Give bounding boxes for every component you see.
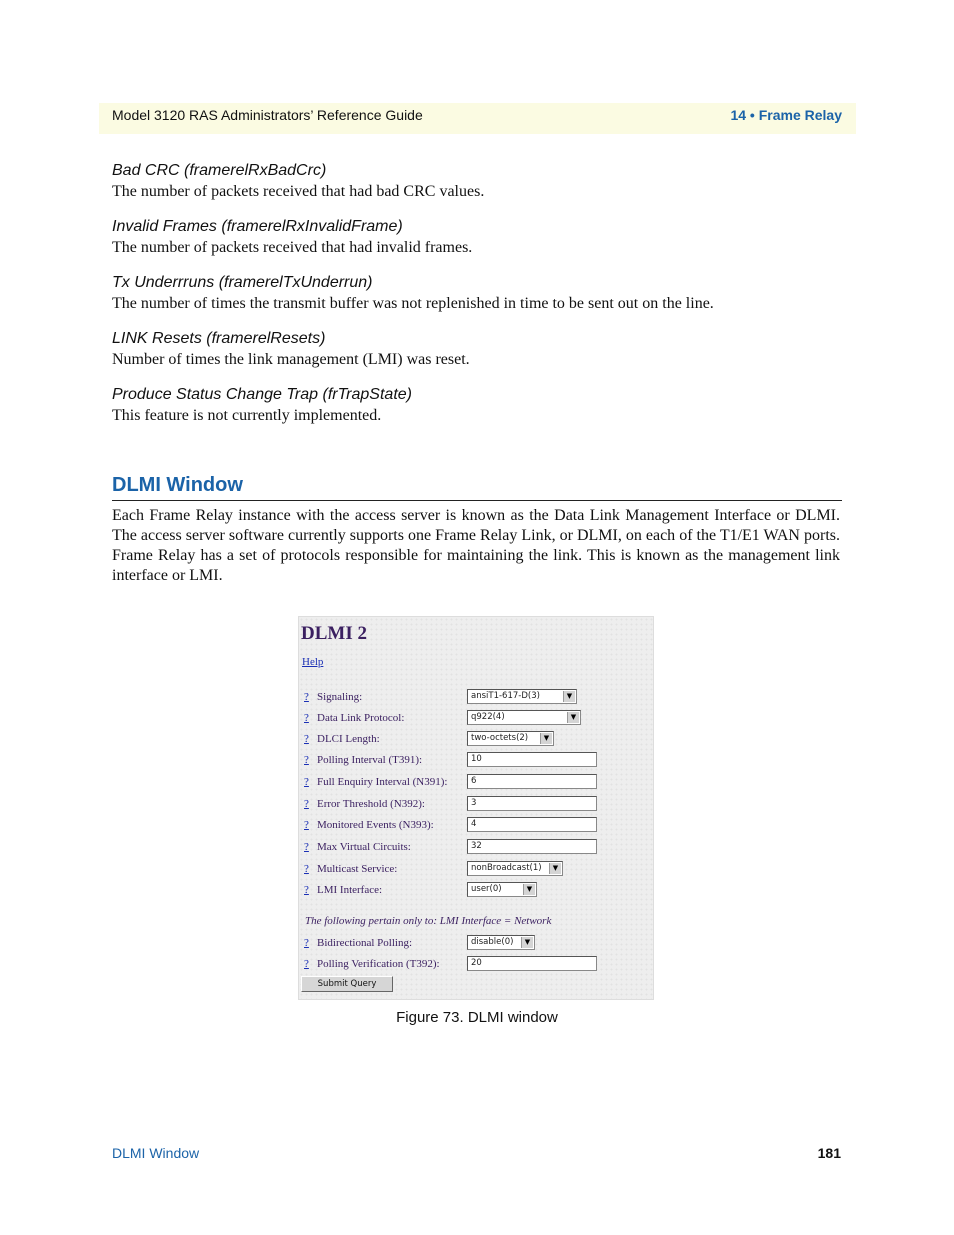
item-status-trap xyxy=(112,384,842,426)
help-question-link[interactable]: ? xyxy=(304,798,309,810)
bidirectional-polling-select[interactable] xyxy=(467,935,535,950)
help-question-link[interactable]: ? xyxy=(304,776,309,788)
field-row-lmi-interface xyxy=(304,882,649,902)
header-chapter: 14 • Frame Relay xyxy=(730,107,842,123)
field-row-polling-verification xyxy=(304,956,649,976)
help-question-link[interactable]: ? xyxy=(304,712,309,724)
field-row-polling-interval xyxy=(304,752,649,772)
max-virtual-circuits-input[interactable]: 32 xyxy=(467,839,597,854)
help-question-link[interactable]: ? xyxy=(304,937,309,949)
multicast-service-select[interactable] xyxy=(467,861,563,876)
item-desc: Number of times the link management (LMI) was reset. xyxy=(112,351,470,368)
field-row-bidirectional-polling xyxy=(304,935,649,955)
select-value: disable(0) xyxy=(471,937,514,947)
select-value: q922(4) xyxy=(471,712,505,722)
help-question-link[interactable]: ? xyxy=(304,819,309,831)
help-link[interactable]: Help xyxy=(302,656,324,668)
field-row-dlci-length xyxy=(304,731,649,751)
chevron-down-icon: ▼ xyxy=(540,733,552,744)
select-value: nonBroadcast(1) xyxy=(471,863,542,873)
network-only-note: The following pertain only to: LMI Interface = Network xyxy=(305,915,552,927)
field-label: Full Enquiry Interval (N391): xyxy=(317,776,448,788)
chevron-down-icon: ▼ xyxy=(521,937,533,948)
field-label: Multicast Service: xyxy=(317,863,398,875)
monitored-events-input[interactable]: 4 xyxy=(467,817,597,832)
signaling-select[interactable] xyxy=(467,689,577,704)
item-title: Produce Status Change Trap (frTrapState) xyxy=(112,386,412,403)
field-label: Max Virtual Circuits: xyxy=(317,841,411,853)
dlci-length-select[interactable] xyxy=(467,731,554,746)
chevron-down-icon: ▼ xyxy=(567,712,579,723)
chevron-down-icon: ▼ xyxy=(523,884,535,895)
error-threshold-input[interactable]: 3 xyxy=(467,796,597,811)
item-list xyxy=(112,160,842,440)
field-label: Data Link Protocol: xyxy=(317,712,405,724)
select-value: ansiT1-617-D(3) xyxy=(471,691,540,701)
help-question-link[interactable]: ? xyxy=(304,733,309,745)
item-invalid-frames xyxy=(112,216,842,258)
help-question-link[interactable]: ? xyxy=(304,884,309,896)
lmi-interface-select[interactable] xyxy=(467,882,537,897)
field-label: LMI Interface: xyxy=(317,884,383,896)
chevron-down-icon: ▼ xyxy=(549,863,561,874)
header-guide-title: Model 3120 RAS Administrators’ Reference Guide xyxy=(112,107,423,123)
help-question-link[interactable]: ? xyxy=(304,691,309,703)
chevron-down-icon: ▼ xyxy=(563,691,575,702)
figure-caption: Figure 73. DLMI window xyxy=(396,1009,558,1026)
item-title: Invalid Frames (framerelRxInvalidFrame) xyxy=(112,218,403,235)
field-label: Signaling: xyxy=(317,691,363,703)
field-row-error-threshold xyxy=(304,796,649,816)
field-label: Bidirectional Polling: xyxy=(317,937,413,949)
running-header xyxy=(99,103,856,134)
help-question-link[interactable]: ? xyxy=(304,958,309,970)
field-label: DLCI Length: xyxy=(317,733,380,745)
field-row-max-virtual-circuits xyxy=(304,839,649,859)
item-bad-crc xyxy=(112,160,842,202)
field-row-full-enquiry xyxy=(304,774,649,794)
section-heading: DLMI Window xyxy=(112,472,842,501)
dlmi-window-screenshot xyxy=(298,616,654,1000)
field-row-monitored-events xyxy=(304,817,649,837)
field-row-signaling xyxy=(304,689,649,709)
item-link-resets xyxy=(112,328,842,370)
window-title: DLMI 2 xyxy=(301,623,367,644)
page-number: 181 xyxy=(817,1145,841,1161)
polling-verification-input[interactable]: 20 xyxy=(467,956,597,971)
item-title: Bad CRC (framerelRxBadCrc) xyxy=(112,162,327,179)
item-title: LINK Resets (framerelResets) xyxy=(112,330,326,347)
data-link-protocol-select[interactable] xyxy=(467,710,581,725)
section-body: Each Frame Relay instance with the access server is known as the Data Link Management Interface or DLMI. The access server software currently supports one Frame Relay Link, or DLMI, on each of the T1/E1 WAN ports. Frame Relay has a set of protocols responsible for maintaining the link. This is known as the management link interface or LMI. xyxy=(112,507,840,584)
field-label: Error Threshold (N392): xyxy=(317,798,425,810)
polling-interval-input[interactable]: 10 xyxy=(467,752,597,767)
help-question-link[interactable]: ? xyxy=(304,863,309,875)
help-question-link[interactable]: ? xyxy=(304,841,309,853)
submit-query-button[interactable]: Submit Query xyxy=(301,976,393,992)
item-desc: This feature is not currently implemented. xyxy=(112,407,382,424)
item-desc: The number of packets received that had bad CRC values. xyxy=(112,183,485,200)
field-label: Polling Interval (T391): xyxy=(317,754,423,766)
full-enquiry-input[interactable]: 6 xyxy=(467,774,597,789)
field-row-multicast-service xyxy=(304,861,649,881)
field-label: Polling Verification (T392): xyxy=(317,958,440,970)
help-question-link[interactable]: ? xyxy=(304,754,309,766)
field-row-data-link-protocol xyxy=(304,710,649,730)
select-value: user(0) xyxy=(471,884,502,894)
select-value: two-octets(2) xyxy=(471,733,529,743)
item-tx-underruns xyxy=(112,272,842,314)
footer-section-name: DLMI Window xyxy=(112,1145,200,1161)
item-desc: The number of times the transmit buffer was not replenished in time to be sent out on the line. xyxy=(112,295,714,312)
item-desc: The number of packets received that had invalid frames. xyxy=(112,239,473,256)
field-label: Monitored Events (N393): xyxy=(317,819,434,831)
item-title: Tx Underrruns (framerelTxUnderrun) xyxy=(112,274,373,291)
